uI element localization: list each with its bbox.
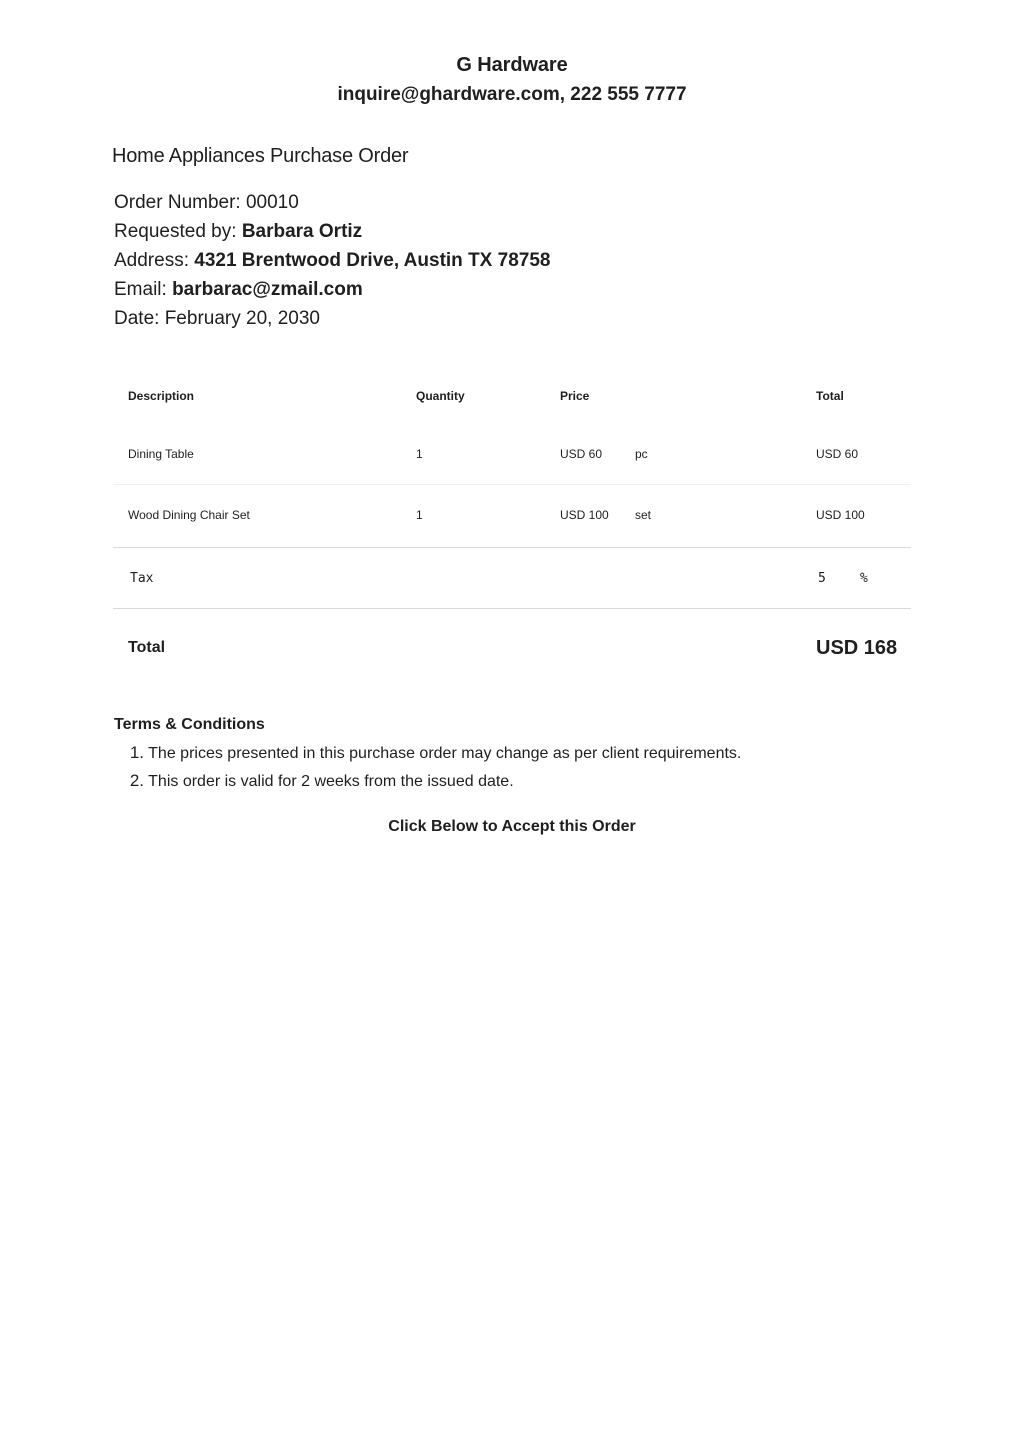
terms-list <box>114 742 741 798</box>
company-name: G Hardware <box>456 54 568 76</box>
table-header-row <box>113 368 911 424</box>
item-price: USD 60 <box>560 447 603 461</box>
list-item-number: 2. <box>129 771 144 790</box>
company-contact: inquire@ghardware.com, 222 555 7777 <box>337 84 687 105</box>
item-quantity: 1 <box>416 447 423 461</box>
list-item-text: This order is valid for 2 weeks from the issued date. <box>148 773 514 790</box>
address-line <box>114 246 550 275</box>
table-row <box>113 424 911 485</box>
list-item <box>114 770 741 798</box>
address-label: Address: <box>114 250 189 271</box>
list-item-text: The prices presented in this purchase order may change as per client requirements. <box>148 745 742 762</box>
requested-by-line <box>114 217 550 246</box>
email-label: Email: <box>114 279 167 300</box>
table-row <box>113 485 911 545</box>
list-item-number: 1. <box>129 743 144 762</box>
email-line <box>114 275 550 304</box>
order-number-label: Order Number: <box>114 192 241 213</box>
accept-order-text: Click Below to Accept this Order <box>388 818 636 835</box>
requested-by-label: Requested by: <box>114 221 237 242</box>
item-unit: set <box>635 508 652 522</box>
grand-total-value: USD 168 <box>816 637 898 659</box>
grand-total-row <box>113 610 911 680</box>
requested-by-value: Barbara Ortiz <box>241 221 363 242</box>
email-value: barbarac@zmail.com <box>172 279 363 300</box>
header-total: Total <box>816 389 844 403</box>
tax-value: 5 <box>818 571 826 586</box>
terms-title: Terms & Conditions <box>114 716 265 733</box>
item-unit: pc <box>635 447 648 461</box>
header-price: Price <box>560 389 590 403</box>
tax-label: Tax <box>130 571 154 586</box>
item-description: Wood Dining Chair Set <box>128 508 250 522</box>
order-number-value: 00010 <box>245 192 299 213</box>
list-item <box>114 742 741 770</box>
tax-unit: % <box>860 571 868 586</box>
header-quantity: Quantity <box>416 389 465 403</box>
item-quantity: 1 <box>416 508 423 522</box>
header-description: Description <box>128 389 195 403</box>
grand-total-label: Total <box>128 639 166 656</box>
date-label: Date: <box>114 308 160 329</box>
item-total: USD 60 <box>816 447 859 461</box>
address-value: 4321 Brentwood Drive, Austin TX 78758 <box>194 250 551 271</box>
item-price: USD 100 <box>560 508 609 522</box>
date-value: February 20, 2030 <box>164 308 320 329</box>
document-title: Home Appliances Purchase Order <box>112 145 409 167</box>
items-table <box>113 368 911 545</box>
item-total: USD 100 <box>816 508 865 522</box>
item-description: Dining Table <box>128 447 194 461</box>
tax-row <box>113 547 911 609</box>
order-info <box>114 188 550 333</box>
order-number-line <box>114 188 550 217</box>
date-line <box>114 304 550 333</box>
